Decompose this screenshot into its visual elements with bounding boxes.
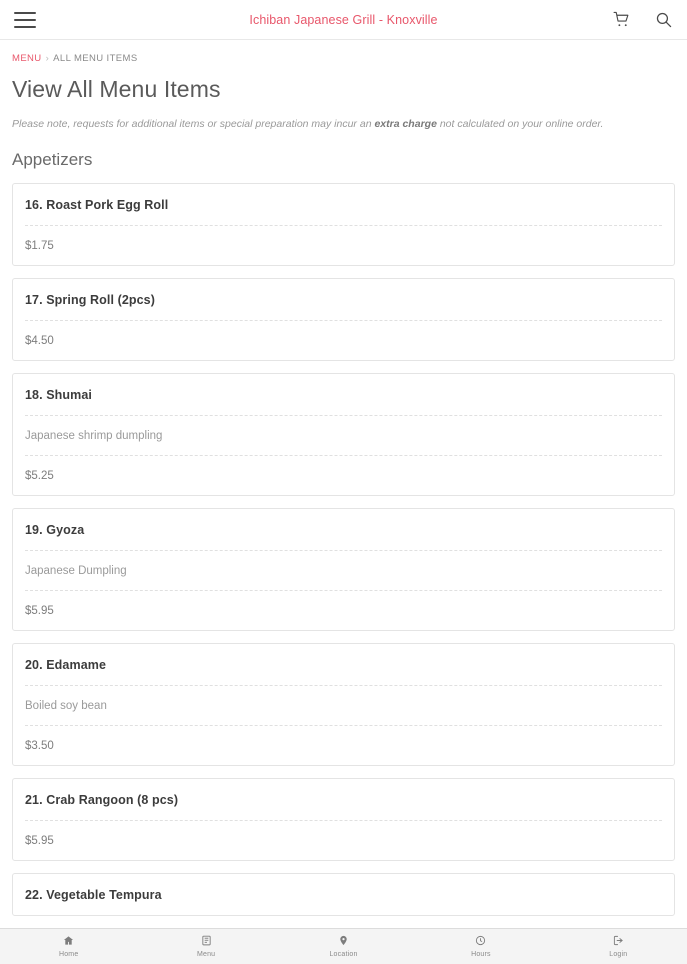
page-note-prefix: Please note, requests for additional items or special preparation may incur an	[12, 118, 375, 130]
page-note	[12, 117, 675, 132]
menu-item-desc-row	[25, 551, 662, 591]
menu-item-name-row	[25, 779, 662, 821]
menu-item-price-row	[25, 591, 662, 630]
breadcrumb-item-current: ALL MENU ITEMS	[53, 53, 138, 64]
main-content	[0, 40, 687, 928]
menu-item-price: $5.95	[25, 834, 54, 847]
menu-item-price-row	[25, 726, 662, 765]
menu-item-name-row	[25, 184, 662, 226]
menu-item-name-row	[25, 874, 662, 915]
breadcrumb-item-menu[interactable]: MENU	[12, 53, 42, 64]
search-icon[interactable]	[653, 10, 673, 30]
menu-item-name: 21. Crab Rangoon (8 pcs)	[25, 792, 179, 807]
breadcrumb-separator: ›	[45, 53, 50, 64]
menu-item-price: $4.50	[25, 334, 54, 347]
nav-item-location[interactable]	[275, 934, 412, 958]
menu-item-price: $3.50	[25, 739, 54, 752]
menu-item-price-row	[25, 456, 662, 495]
menu-item-name: 19. Gyoza	[25, 522, 85, 537]
menu-item-name: 20. Edamame	[25, 657, 107, 672]
menu-item-price-row	[25, 226, 662, 265]
login-icon	[613, 934, 624, 950]
menu-item-name-row	[25, 644, 662, 686]
page-title: View All Menu Items	[12, 76, 221, 102]
menu-item-desc-row	[25, 416, 662, 456]
menu-item-description: Boiled soy bean	[25, 699, 107, 712]
menu-item-name: 18. Shumai	[25, 387, 92, 402]
menu-item-price-row	[25, 821, 662, 860]
menu-item-price: $5.25	[25, 469, 54, 482]
nav-label-hours: Hours	[471, 951, 491, 959]
menu-item-description: Japanese Dumpling	[25, 564, 127, 577]
menu-item-desc-row	[25, 686, 662, 726]
menu-item-name-row	[25, 279, 662, 321]
nav-label-login: Login	[609, 951, 628, 959]
nav-item-hours[interactable]	[412, 934, 549, 958]
menu-item-price: $5.95	[25, 604, 54, 617]
header-actions	[611, 10, 673, 30]
menu-item-card[interactable]	[12, 508, 675, 631]
page-brand-title: Ichiban Japanese Grill - Knoxville	[249, 12, 438, 27]
hamburger-icon[interactable]	[14, 12, 36, 28]
menu-item-description: Japanese shrimp dumpling	[25, 429, 163, 442]
menu-item-name: 22. Vegetable Tempura	[25, 887, 162, 902]
location-pin-icon	[338, 934, 349, 950]
nav-label-location: Location	[329, 951, 358, 959]
menu-item-name-row	[25, 374, 662, 416]
nav-label-menu: Menu	[196, 951, 216, 959]
menu-item-name: 17. Spring Roll (2pcs)	[25, 292, 156, 307]
menu-item-card[interactable]	[12, 278, 675, 361]
nav-item-login[interactable]	[550, 934, 687, 958]
menu-item-card[interactable]	[12, 373, 675, 496]
home-icon	[63, 934, 74, 950]
menu-item-price: $1.75	[25, 239, 54, 252]
nav-item-menu[interactable]	[137, 934, 274, 958]
menu-item-card[interactable]	[12, 643, 675, 766]
app-header	[0, 0, 687, 40]
page-note-emphasis: extra charge	[374, 118, 437, 130]
breadcrumb	[12, 53, 675, 64]
menu-item-card[interactable]	[12, 778, 675, 861]
menu-item-name: 16. Roast Pork Egg Roll	[25, 197, 169, 212]
menu-item-price-row	[25, 321, 662, 360]
page-note-suffix: not calculated on your online order.	[436, 118, 604, 130]
cart-icon[interactable]	[611, 10, 631, 30]
bottom-navigation	[0, 928, 687, 964]
nav-item-home[interactable]	[0, 934, 137, 958]
menu-item-card[interactable]	[12, 873, 675, 916]
menu-item-card[interactable]	[12, 183, 675, 266]
clock-icon	[475, 934, 486, 950]
menu-item-name-row	[25, 509, 662, 551]
nav-label-home: Home	[58, 951, 79, 959]
section-title-appetizers: Appetizers	[12, 149, 93, 169]
menu-icon	[201, 934, 212, 950]
